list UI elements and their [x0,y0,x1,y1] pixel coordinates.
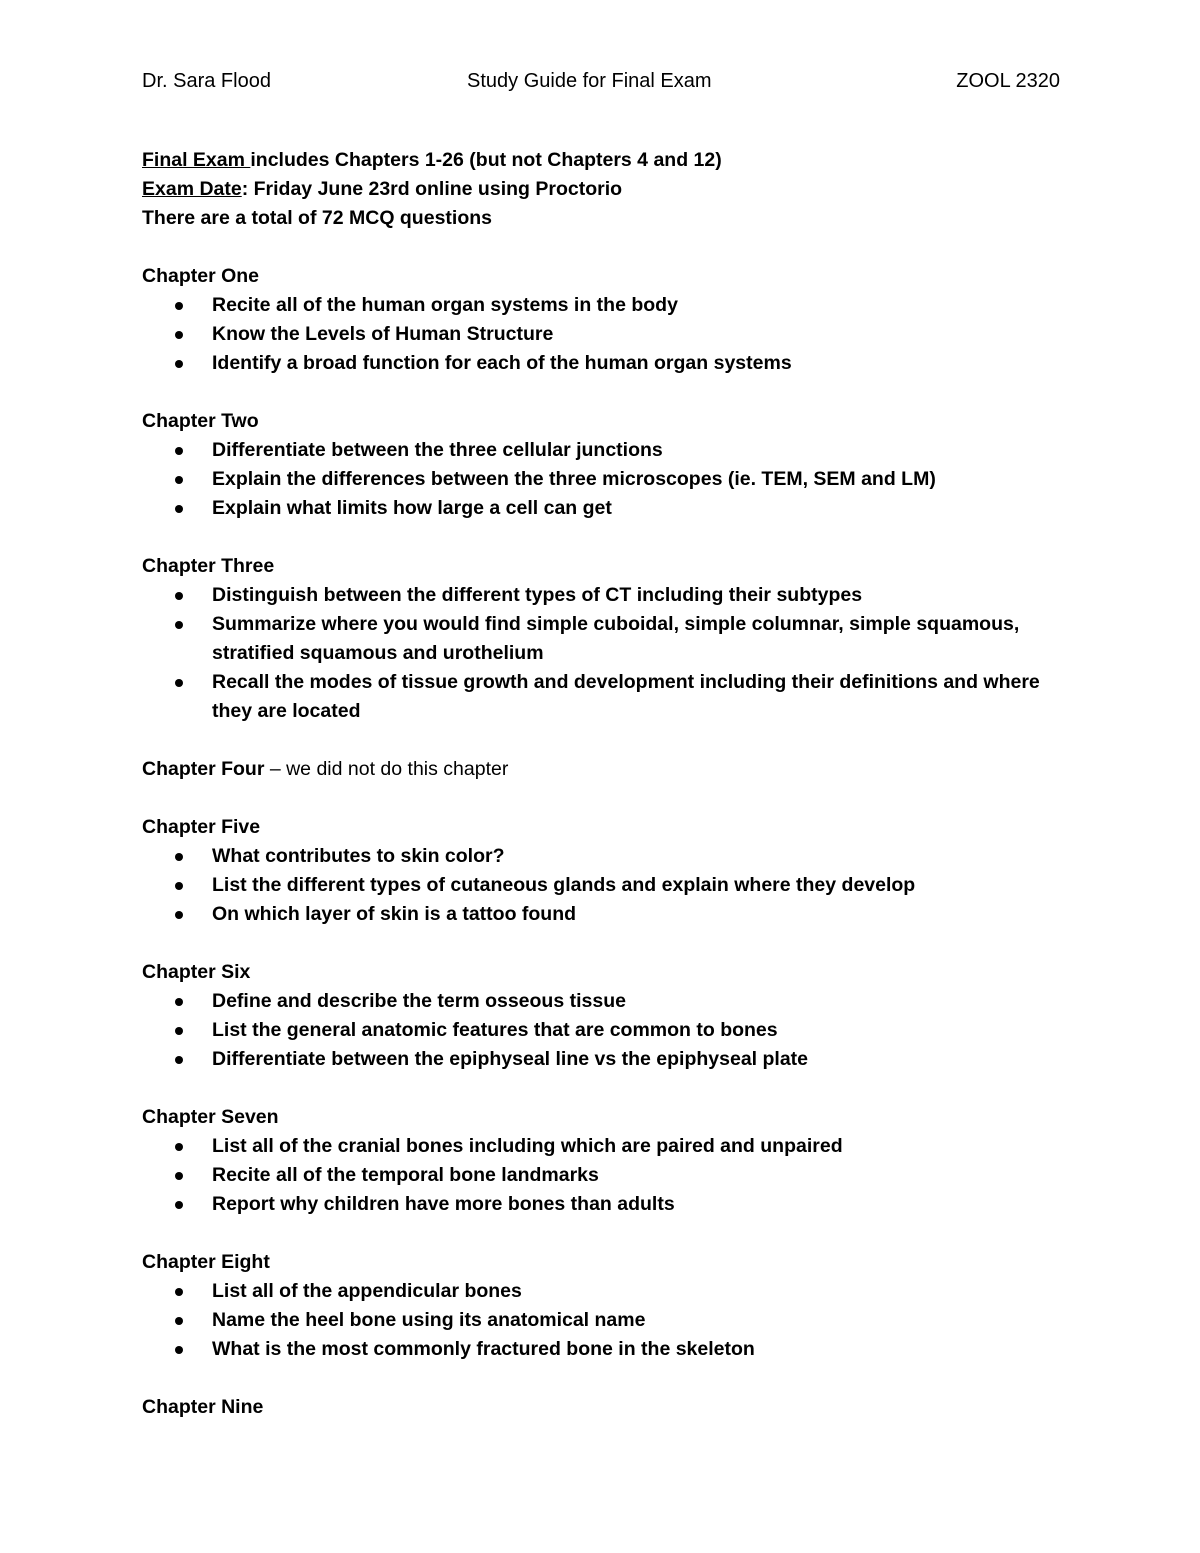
bullet-icon [175,1056,183,1064]
bullet-icon [175,1172,183,1180]
chapter-heading [142,262,1060,291]
objective-text: Recall the modes of tissue growth and development including their definitions and where they are located [212,671,1040,722]
chapter-section [142,813,1060,929]
final-exam-text: includes Chapters 1-26 (but not Chapters 4 and 12) [250,149,722,171]
list-item [142,871,1060,900]
chapter-section [142,552,1060,726]
chapter-section [142,1103,1060,1219]
objective-text: Define and describe the term osseous tissue [212,990,626,1012]
bullet-icon [175,592,183,600]
objective-text: Recite all of the temporal bone landmarks [212,1164,599,1186]
objective-text: Identify a broad function for each of the human organ systems [212,352,792,374]
chapter-title: Chapter Six [142,961,251,983]
final-exam-line [142,146,1060,175]
chapter-title: Chapter One [142,265,260,287]
chapter-section [142,407,1060,523]
chapter-title: Chapter Nine [142,1396,264,1418]
list-item [142,349,1060,378]
objective-list [142,1277,1060,1364]
list-item [142,320,1060,349]
bullet-icon [175,1201,183,1209]
list-item [142,668,1060,726]
list-item [142,1161,1060,1190]
bullet-icon [175,679,183,687]
objective-text: What is the most commonly fractured bone in the skeleton [212,1338,755,1360]
spacer [142,233,1060,262]
objective-text: Explain what limits how large a cell can get [212,497,612,519]
bullet-icon [175,882,183,890]
bullet-icon [175,1346,183,1354]
objective-list [142,436,1060,523]
objective-text: List all of the appendicular bones [212,1280,522,1302]
chapter-heading [142,813,1060,842]
header-title: Study Guide for Final Exam [467,70,712,92]
chapter-section [142,1393,1060,1422]
list-item [142,1132,1060,1161]
objective-text: On which layer of skin is a tattoo found [212,903,577,925]
list-item [142,581,1060,610]
bullet-icon [175,911,183,919]
bullet-icon [175,360,183,368]
list-item [142,842,1060,871]
total-questions-line: There are a total of 72 MCQ questions [142,207,492,229]
objective-text: Report why children have more bones than adults [212,1193,675,1215]
objective-text: Summarize where you would find simple cuboidal, simple columnar, simple squamous, stratified squamous and urothelium [212,613,1020,664]
exam-date-line [142,175,1060,204]
objective-list [142,987,1060,1074]
chapter-heading [142,407,1060,436]
header-course-code: ZOOL 2320 [956,70,1060,92]
objective-text: Know the Levels of Human Structure [212,323,554,345]
objective-text: What contributes to skin color? [212,845,505,867]
list-item [142,1306,1060,1335]
objective-text: Distinguish between the different types of CT including their subtypes [212,584,863,606]
chapter-heading [142,1248,1060,1277]
list-item [142,494,1060,523]
bullet-icon [175,302,183,310]
objective-list [142,291,1060,378]
final-exam-label: Final Exam [142,149,251,171]
list-item [142,987,1060,1016]
chapter-title: Chapter Seven [142,1106,279,1128]
bullet-icon [175,331,183,339]
list-item [142,436,1060,465]
list-item [142,900,1060,929]
chapter-heading [142,1393,1060,1422]
list-item [142,1277,1060,1306]
bullet-icon [175,1288,183,1296]
bullet-icon [175,853,183,861]
chapter-section [142,755,1060,784]
chapter-title: Chapter Five [142,816,261,838]
bullet-icon [175,1143,183,1151]
chapter-title: Chapter Three [142,555,275,577]
bullet-icon [175,447,183,455]
list-item [142,1016,1060,1045]
chapter-heading [142,1103,1060,1132]
objective-text: List all of the cranial bones including which are paired and unpaired [212,1135,843,1157]
objective-text: List the different types of cutaneous glands and explain where they develop [212,874,916,896]
exam-date-label: Exam Date [142,178,242,200]
list-item [142,1335,1060,1364]
page-header [142,70,1060,100]
list-item [142,1190,1060,1219]
objective-list [142,842,1060,929]
bullet-icon [175,476,183,484]
bullet-icon [175,505,183,513]
objective-text: List the general anatomic features that are common to bones [212,1019,778,1041]
objective-text: Recite all of the human organ systems in the body [212,294,678,316]
list-item [142,465,1060,494]
header-instructor: Dr. Sara Flood [142,70,271,92]
list-item [142,610,1060,668]
chapter-title: Chapter Eight [142,1251,270,1273]
objective-text: Differentiate between the epiphyseal line vs the epiphyseal plate [212,1048,809,1070]
objective-list [142,1132,1060,1219]
bullet-icon [175,998,183,1006]
objective-text: Differentiate between the three cellular junctions [212,439,663,461]
objective-text: Name the heel bone using its anatomical name [212,1309,646,1331]
objective-list [142,581,1060,726]
chapter-section [142,958,1060,1074]
exam-date-text: : Friday June 23rd online using Proctorio [241,178,623,200]
bullet-icon [175,621,183,629]
chapter-list [142,262,1060,1422]
list-item [142,291,1060,320]
chapter-heading [142,755,1060,784]
chapter-heading [142,552,1060,581]
chapter-title: Chapter Two [142,410,259,432]
chapter-title: Chapter Four [142,758,265,780]
bullet-icon [175,1027,183,1035]
chapter-section [142,1248,1060,1364]
chapter-note: – we did not do this chapter [264,758,509,780]
list-item [142,1045,1060,1074]
chapter-section [142,262,1060,378]
bullet-icon [175,1317,183,1325]
chapter-heading [142,958,1060,987]
objective-text: Explain the differences between the three microscopes (ie. TEM, SEM and LM) [212,468,936,490]
